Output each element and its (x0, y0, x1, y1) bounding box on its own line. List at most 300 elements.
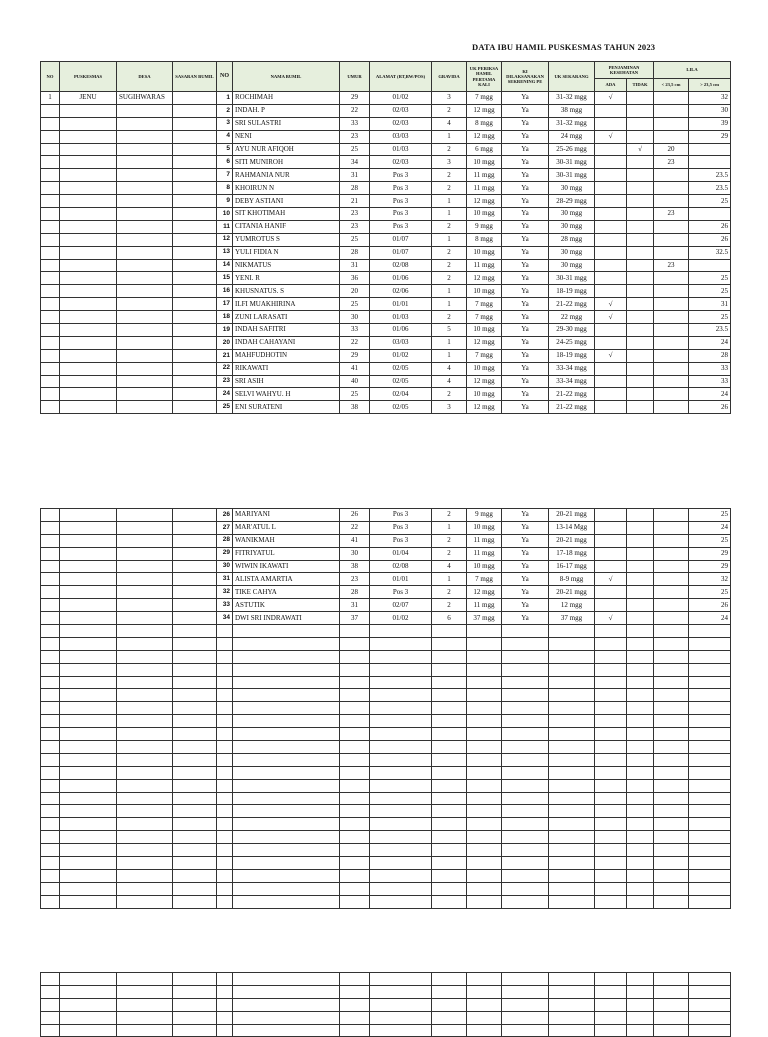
empty-cell (595, 753, 627, 766)
cell-umur: 30 (340, 311, 370, 324)
cell-lila-lt (654, 336, 689, 349)
empty-cell (217, 831, 233, 844)
empty-cell (502, 1024, 549, 1037)
cell-no (41, 285, 60, 298)
empty-cell (233, 1011, 340, 1024)
cell-desa (117, 547, 173, 560)
empty-cell (432, 895, 467, 908)
cell-uk-sekarang: 20-21 mgg (549, 586, 595, 599)
empty-cell (217, 766, 233, 779)
cell-puskesmas (60, 401, 117, 414)
cell-no2: 26 (217, 509, 233, 522)
cell-uk-sekarang: 24 mgg (549, 130, 595, 143)
empty-cell (654, 637, 689, 650)
cell-desa (117, 272, 173, 285)
cell-no2: 1 (217, 92, 233, 105)
cell-no (41, 349, 60, 362)
cell-uk-periksa: 9 mgg (467, 509, 502, 522)
cell-tidak (627, 324, 654, 337)
header-alamat: ALAMAT (RT,RW/POS) (370, 62, 432, 92)
cell-nama: MARIYANI (233, 509, 340, 522)
cell-desa (117, 388, 173, 401)
empty-cell (117, 844, 173, 857)
empty-cell (627, 818, 654, 831)
cell-alamat: Pos 3 (370, 169, 432, 182)
cell-uk-sekarang: 30 mgg (549, 246, 595, 259)
header-ki: KI DILAKSANAKAN SEKRENING PE (502, 62, 549, 92)
cell-sasaran (173, 195, 217, 208)
empty-cell (173, 869, 217, 882)
cell-desa (117, 599, 173, 612)
cell-ada: √ (595, 612, 627, 625)
empty-cell (233, 844, 340, 857)
cell-puskesmas (60, 208, 117, 221)
cell-umur: 34 (340, 156, 370, 169)
cell-lila-gt: 32.5 (689, 246, 731, 259)
empty-cell (173, 715, 217, 728)
empty-cell (233, 779, 340, 792)
header-nama-bumil: NAMA BUMIL (233, 62, 340, 92)
empty-cell (60, 702, 117, 715)
empty-cell (654, 625, 689, 638)
empty-cell (173, 844, 217, 857)
empty-cell (432, 844, 467, 857)
cell-sasaran (173, 130, 217, 143)
empty-cell (595, 895, 627, 908)
empty-cell (549, 869, 595, 882)
cell-no2: 19 (217, 324, 233, 337)
empty-cell (233, 973, 340, 986)
empty-cell (654, 779, 689, 792)
cell-uk-sekarang: 29-30 mgg (549, 324, 595, 337)
cell-alamat: 02/08 (370, 560, 432, 573)
empty-cell (60, 637, 117, 650)
header-lila-lt: < 23,5 cm (654, 79, 689, 92)
cell-lila-gt: 33 (689, 375, 731, 388)
cell-desa (117, 285, 173, 298)
empty-cell (627, 1024, 654, 1037)
empty-cell (627, 831, 654, 844)
cell-umur: 26 (340, 509, 370, 522)
empty-cell (467, 805, 502, 818)
empty-cell (627, 753, 654, 766)
cell-ki: Ya (502, 272, 549, 285)
empty-cell (370, 985, 432, 998)
cell-lila-lt (654, 612, 689, 625)
empty-cell (432, 1011, 467, 1024)
cell-desa (117, 182, 173, 195)
empty-cell (549, 741, 595, 754)
cell-ada (595, 104, 627, 117)
cell-desa (117, 246, 173, 259)
empty-cell (595, 882, 627, 895)
empty-cell (217, 753, 233, 766)
cell-puskesmas (60, 169, 117, 182)
empty-cell (370, 998, 432, 1011)
empty-cell (173, 779, 217, 792)
cell-gravida: 2 (432, 509, 467, 522)
empty-cell (549, 818, 595, 831)
cell-lila-lt (654, 104, 689, 117)
cell-puskesmas (60, 349, 117, 362)
empty-cell (117, 779, 173, 792)
cell-tidak (627, 362, 654, 375)
empty-cell (549, 728, 595, 741)
empty-cell (60, 844, 117, 857)
table-row (41, 182, 731, 195)
empty-cell (60, 625, 117, 638)
cell-uk-periksa: 10 mgg (467, 285, 502, 298)
empty-row (41, 753, 731, 766)
empty-cell (689, 998, 731, 1011)
cell-tidak (627, 612, 654, 625)
cell-uk-periksa: 12 mgg (467, 130, 502, 143)
cell-ki: Ya (502, 298, 549, 311)
cell-umur: 25 (340, 388, 370, 401)
table-row (41, 272, 731, 285)
empty-cell (217, 998, 233, 1011)
empty-cell (549, 1024, 595, 1037)
empty-row (41, 779, 731, 792)
empty-cell (467, 702, 502, 715)
cell-umur: 38 (340, 401, 370, 414)
cell-umur: 25 (340, 233, 370, 246)
cell-ki: Ya (502, 130, 549, 143)
empty-cell (233, 650, 340, 663)
cell-no (41, 336, 60, 349)
empty-cell (60, 728, 117, 741)
cell-lila-lt (654, 401, 689, 414)
cell-sasaran (173, 349, 217, 362)
empty-cell (467, 1024, 502, 1037)
cell-no (41, 130, 60, 143)
empty-cell (595, 676, 627, 689)
empty-cell (340, 753, 370, 766)
empty-cell (60, 857, 117, 870)
empty-cell (654, 702, 689, 715)
cell-umur: 31 (340, 259, 370, 272)
cell-lila-gt: 33 (689, 362, 731, 375)
empty-cell (173, 985, 217, 998)
empty-cell (41, 844, 60, 857)
empty-cell (502, 973, 549, 986)
empty-row (41, 792, 731, 805)
cell-lila-gt (689, 259, 731, 272)
empty-cell (467, 753, 502, 766)
cell-no (41, 143, 60, 156)
cell-lila-gt: 26 (689, 233, 731, 246)
empty-cell (217, 857, 233, 870)
empty-cell (654, 882, 689, 895)
empty-cell (370, 973, 432, 986)
cell-desa (117, 311, 173, 324)
empty-cell (217, 882, 233, 895)
table-row (41, 233, 731, 246)
cell-ki: Ya (502, 246, 549, 259)
cell-no (41, 375, 60, 388)
empty-cell (370, 1024, 432, 1037)
cell-ada (595, 324, 627, 337)
cell-no (41, 156, 60, 169)
cell-nama: TIKE CAHYA (233, 586, 340, 599)
cell-sasaran (173, 362, 217, 375)
cell-gravida: 2 (432, 586, 467, 599)
empty-cell (627, 650, 654, 663)
cell-lila-gt: 29 (689, 560, 731, 573)
cell-uk-periksa: 8 mgg (467, 117, 502, 130)
cell-umur: 29 (340, 92, 370, 105)
cell-gravida: 2 (432, 599, 467, 612)
empty-cell (689, 895, 731, 908)
empty-cell (370, 857, 432, 870)
empty-cell (627, 857, 654, 870)
empty-cell (370, 895, 432, 908)
cell-gravida: 1 (432, 521, 467, 534)
empty-cell (595, 779, 627, 792)
empty-cell (233, 792, 340, 805)
cell-no (41, 208, 60, 221)
cell-desa (117, 521, 173, 534)
empty-cell (60, 1011, 117, 1024)
page-title: DATA IBU HAMIL PUSKESMAS TAHUN 2023 (472, 42, 656, 52)
empty-cell (502, 844, 549, 857)
cell-lila-lt (654, 285, 689, 298)
empty-cell (340, 715, 370, 728)
cell-lila-gt: 29 (689, 130, 731, 143)
cell-nama: INDAH SAFITRI (233, 324, 340, 337)
table-row (41, 104, 731, 117)
empty-cell (595, 702, 627, 715)
empty-row (41, 689, 731, 702)
cell-uk-sekarang: 16-17 mgg (549, 560, 595, 573)
cell-alamat: 01/01 (370, 573, 432, 586)
cell-lila-gt (689, 156, 731, 169)
empty-cell (60, 715, 117, 728)
table-body-page-3 (41, 973, 731, 1037)
cell-uk-sekarang: 24-25 mgg (549, 336, 595, 349)
empty-cell (173, 702, 217, 715)
cell-sasaran (173, 298, 217, 311)
empty-cell (173, 1011, 217, 1024)
empty-cell (502, 1011, 549, 1024)
empty-cell (549, 702, 595, 715)
cell-tidak (627, 509, 654, 522)
cell-ada (595, 375, 627, 388)
cell-umur: 31 (340, 169, 370, 182)
cell-umur: 29 (340, 349, 370, 362)
cell-desa (117, 375, 173, 388)
cell-uk-sekarang: 21-22 mgg (549, 298, 595, 311)
cell-gravida: 1 (432, 336, 467, 349)
empty-cell (502, 663, 549, 676)
cell-puskesmas (60, 246, 117, 259)
empty-cell (117, 973, 173, 986)
empty-cell (627, 805, 654, 818)
empty-cell (370, 689, 432, 702)
empty-cell (217, 637, 233, 650)
empty-cell (432, 1024, 467, 1037)
cell-uk-sekarang: 21-22 mgg (549, 388, 595, 401)
empty-cell (233, 818, 340, 831)
cell-nama: ENI SURATENI (233, 401, 340, 414)
header-puskesmas: PUSKESMAS (60, 62, 117, 92)
cell-alamat: Pos 3 (370, 195, 432, 208)
empty-cell (340, 702, 370, 715)
cell-uk-periksa: 12 mgg (467, 272, 502, 285)
empty-cell (432, 869, 467, 882)
empty-cell (502, 818, 549, 831)
empty-row (41, 895, 731, 908)
cell-sasaran (173, 509, 217, 522)
cell-ki: Ya (502, 599, 549, 612)
cell-alamat: 03/03 (370, 336, 432, 349)
cell-sasaran (173, 388, 217, 401)
cell-uk-sekarang: 22 mgg (549, 311, 595, 324)
empty-cell (370, 818, 432, 831)
cell-lila-lt (654, 362, 689, 375)
empty-cell (467, 663, 502, 676)
cell-sasaran (173, 375, 217, 388)
cell-lila-lt (654, 349, 689, 362)
empty-cell (60, 741, 117, 754)
empty-cell (60, 869, 117, 882)
cell-ki: Ya (502, 324, 549, 337)
empty-cell (654, 805, 689, 818)
empty-cell (173, 805, 217, 818)
cell-puskesmas (60, 285, 117, 298)
cell-desa (117, 156, 173, 169)
empty-cell (117, 702, 173, 715)
cell-umur: 22 (340, 104, 370, 117)
cell-alamat: 02/07 (370, 599, 432, 612)
cell-tidak (627, 375, 654, 388)
cell-ada (595, 599, 627, 612)
table-row (41, 599, 731, 612)
cell-no2: 25 (217, 401, 233, 414)
empty-cell (41, 663, 60, 676)
cell-gravida: 1 (432, 195, 467, 208)
empty-cell (467, 895, 502, 908)
empty-cell (627, 637, 654, 650)
empty-cell (217, 985, 233, 998)
empty-cell (173, 895, 217, 908)
cell-puskesmas (60, 324, 117, 337)
empty-cell (627, 663, 654, 676)
empty-cell (41, 792, 60, 805)
empty-cell (41, 1011, 60, 1024)
cell-nama: DWI SRI INDRAWATI (233, 612, 340, 625)
cell-uk-periksa: 7 mgg (467, 92, 502, 105)
header-lila: LILA (654, 62, 731, 79)
empty-cell (60, 689, 117, 702)
cell-lila-lt (654, 130, 689, 143)
cell-puskesmas (60, 104, 117, 117)
empty-cell (60, 882, 117, 895)
empty-cell (117, 895, 173, 908)
empty-cell (117, 766, 173, 779)
empty-cell (549, 831, 595, 844)
empty-cell (595, 625, 627, 638)
empty-cell (217, 1011, 233, 1024)
empty-cell (117, 637, 173, 650)
empty-row (41, 650, 731, 663)
empty-cell (654, 663, 689, 676)
empty-cell (549, 766, 595, 779)
cell-umur: 33 (340, 117, 370, 130)
cell-tidak (627, 401, 654, 414)
cell-lila-gt (689, 208, 731, 221)
cell-ki: Ya (502, 349, 549, 362)
cell-alamat: 02/05 (370, 401, 432, 414)
cell-alamat: 02/08 (370, 259, 432, 272)
cell-puskesmas (60, 272, 117, 285)
cell-alamat: 02/03 (370, 156, 432, 169)
empty-cell (654, 973, 689, 986)
empty-cell (60, 895, 117, 908)
empty-cell (340, 676, 370, 689)
cell-no (41, 401, 60, 414)
cell-no (41, 311, 60, 324)
cell-no (41, 298, 60, 311)
empty-cell (549, 676, 595, 689)
cell-lila-gt: 23.5 (689, 324, 731, 337)
cell-no: 1 (41, 92, 60, 105)
cell-lila-gt: 30 (689, 104, 731, 117)
cell-uk-periksa: 10 mgg (467, 324, 502, 337)
cell-umur: 41 (340, 362, 370, 375)
empty-cell (340, 882, 370, 895)
cell-umur: 31 (340, 599, 370, 612)
cell-lila-gt: 28 (689, 349, 731, 362)
empty-cell (595, 857, 627, 870)
cell-desa (117, 401, 173, 414)
cell-uk-sekarang: 17-18 mgg (549, 547, 595, 560)
cell-gravida: 6 (432, 612, 467, 625)
cell-ada (595, 547, 627, 560)
empty-row (41, 869, 731, 882)
cell-sasaran (173, 521, 217, 534)
cell-desa (117, 259, 173, 272)
cell-desa: SUGIHWARAS (117, 92, 173, 105)
cell-no (41, 104, 60, 117)
empty-cell (654, 895, 689, 908)
cell-no2: 3 (217, 117, 233, 130)
empty-cell (173, 741, 217, 754)
empty-cell (173, 792, 217, 805)
table-row (41, 311, 731, 324)
cell-lila-lt (654, 586, 689, 599)
empty-cell (689, 857, 731, 870)
cell-no2: 4 (217, 130, 233, 143)
cell-nama: AYU NUR AFIQOH (233, 143, 340, 156)
cell-uk-sekarang: 37 mgg (549, 612, 595, 625)
empty-cell (173, 625, 217, 638)
cell-umur: 23 (340, 130, 370, 143)
empty-cell (41, 650, 60, 663)
empty-cell (595, 869, 627, 882)
cell-uk-sekarang: 31-32 mgg (549, 117, 595, 130)
cell-uk-periksa: 11 mgg (467, 534, 502, 547)
empty-cell (117, 831, 173, 844)
empty-cell (233, 895, 340, 908)
cell-no2: 14 (217, 259, 233, 272)
cell-no (41, 521, 60, 534)
empty-cell (173, 831, 217, 844)
empty-cell (117, 792, 173, 805)
cell-sasaran (173, 169, 217, 182)
empty-cell (467, 882, 502, 895)
empty-cell (595, 637, 627, 650)
